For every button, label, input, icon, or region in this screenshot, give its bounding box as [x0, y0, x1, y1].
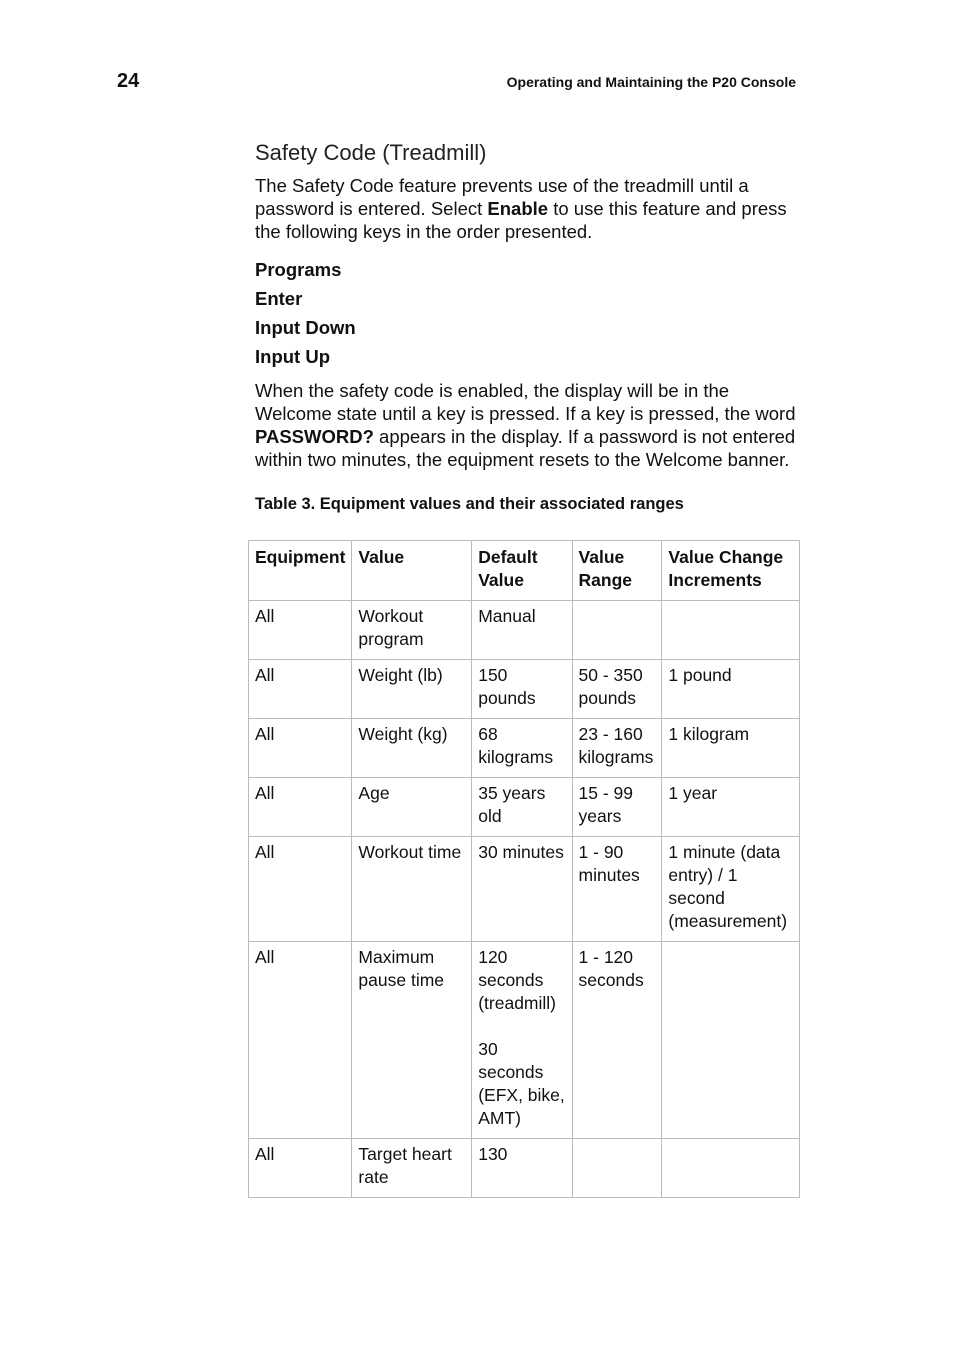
key-enter: Enter [255, 288, 303, 309]
table-caption: Table 3. Equipment values and their associated ranges [255, 495, 684, 513]
cell-value: Age [352, 778, 472, 837]
key-input-down: Input Down [255, 317, 356, 338]
cell-default: 35 years old [472, 778, 572, 837]
table-row [249, 778, 800, 837]
cell-default: 130 [472, 1139, 572, 1198]
cell-increment [662, 942, 800, 1139]
page-number: 24 [117, 70, 140, 92]
section-title: Safety Code (Treadmill) [255, 140, 487, 165]
running-header: Operating and Maintaining the P20 Console [506, 74, 796, 90]
table-row [249, 1139, 800, 1198]
cell-equipment: All [249, 778, 352, 837]
cell-default: 150 pounds [472, 660, 572, 719]
cell-increment: 1 year [662, 778, 800, 837]
cell-range: 50 - 350 pounds [572, 660, 662, 719]
cell-range [572, 1139, 662, 1198]
key-sequence [255, 255, 800, 371]
cell-equipment: All [249, 837, 352, 942]
password-term: PASSWORD? [255, 426, 374, 447]
cell-range: 23 - 160 kilograms [572, 719, 662, 778]
enable-term: Enable [487, 198, 549, 219]
section-content [255, 140, 800, 528]
cell-range [572, 601, 662, 660]
table-header-row [249, 541, 800, 601]
cell-equipment: All [249, 942, 352, 1139]
cell-equipment: All [249, 1139, 352, 1198]
key-input-up: Input Up [255, 346, 331, 367]
cell-range: 1 - 90 minutes [572, 837, 662, 942]
cell-equipment: All [249, 719, 352, 778]
intro-text-1: The Safety Code feature prevents use of the treadmill until a password is entered. Select [255, 175, 749, 219]
cell-increment [662, 1139, 800, 1198]
cell-value: Workout time [352, 837, 472, 942]
header-value: Value [352, 541, 472, 601]
cell-equipment: All [249, 660, 352, 719]
header-value-change-increments: Value Change Increments [662, 541, 800, 601]
equipment-values-table [248, 540, 800, 1198]
cell-range: 1 - 120 seconds [572, 942, 662, 1139]
para2-text-2: appears in the display. If a password is not entered within two minutes, the equipment resets to the Welcome banner. [255, 426, 796, 470]
para2-text-1: When the safety code is enabled, the display will be in the Welcome state until a key is pressed. If a key is pressed, the word [255, 380, 796, 424]
cell-value: Workout program [352, 601, 472, 660]
header-default-value: Default Value [472, 541, 572, 601]
cell-increment [662, 601, 800, 660]
cell-value: Weight (kg) [352, 719, 472, 778]
table-row [249, 719, 800, 778]
cell-value: Target heart rate [352, 1139, 472, 1198]
key-programs: Programs [255, 259, 342, 280]
cell-value: Weight (lb) [352, 660, 472, 719]
table-row [249, 942, 800, 1139]
header-value-range: Value Range [572, 541, 662, 601]
table-row [249, 837, 800, 942]
password-paragraph [255, 379, 800, 471]
cell-default: 120 seconds (treadmill) 30 seconds (EFX, bike, AMT) [472, 942, 572, 1139]
cell-default: 30 minutes [472, 837, 572, 942]
cell-increment: 1 kilogram [662, 719, 800, 778]
cell-range: 15 - 99 years [572, 778, 662, 837]
intro-text-2: to use this feature and press the following keys in the order presented. [255, 198, 787, 242]
cell-equipment: All [249, 601, 352, 660]
table-row [249, 660, 800, 719]
cell-value: Maximum pause time [352, 942, 472, 1139]
cell-increment: 1 pound [662, 660, 800, 719]
cell-increment: 1 minute (data entry) / 1 second (measurement) [662, 837, 800, 942]
cell-default: Manual [472, 601, 572, 660]
intro-paragraph [255, 174, 800, 243]
table-row [249, 601, 800, 660]
header-equipment: Equipment [249, 541, 352, 601]
cell-default: 68 kilograms [472, 719, 572, 778]
